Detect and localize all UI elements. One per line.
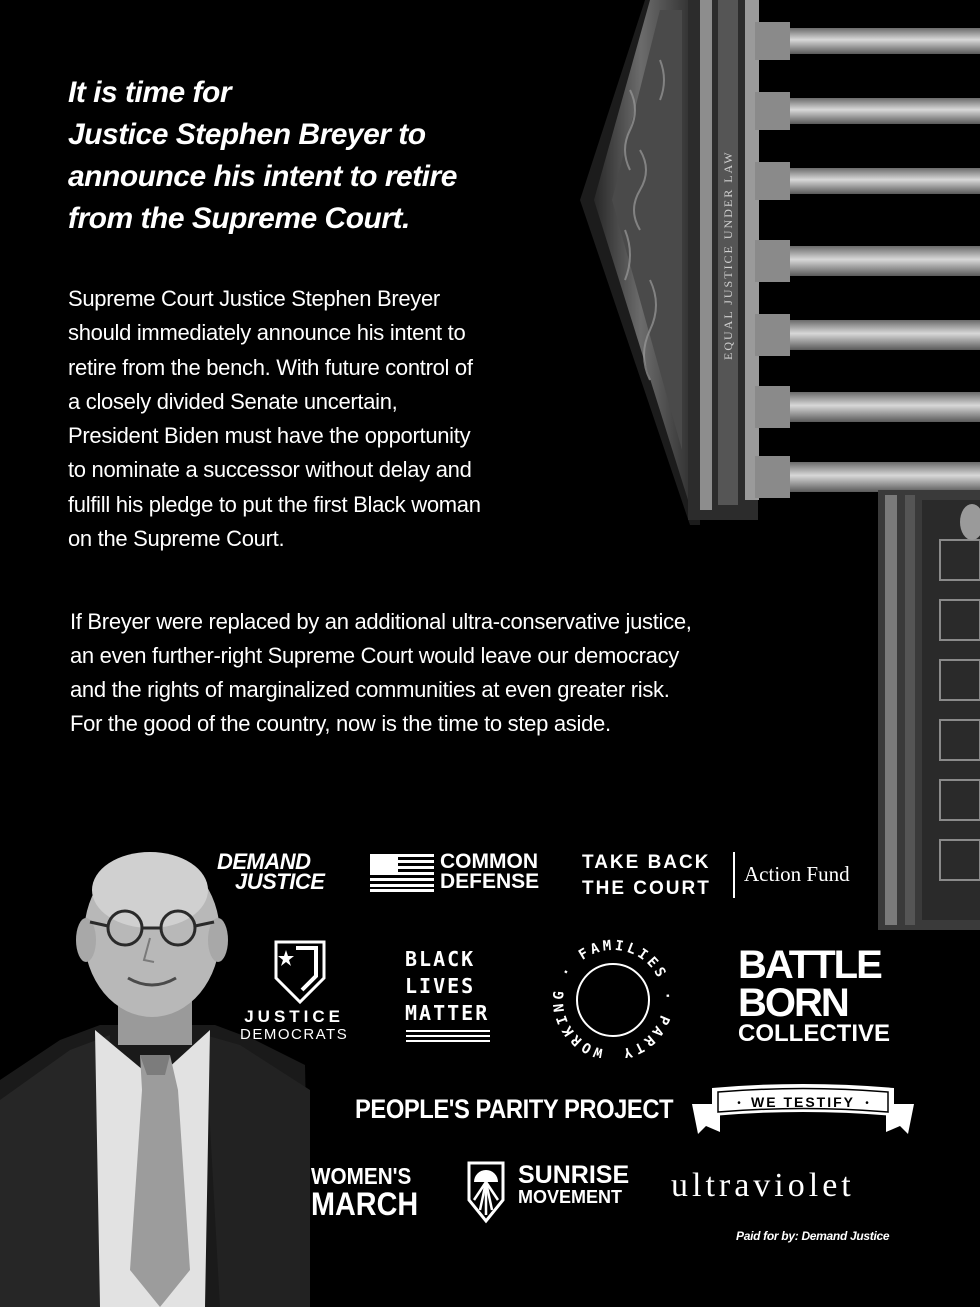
peoples-parity-project-logo: PEOPLE'S PARITY PROJECT	[355, 1094, 674, 1124]
paragraph-line: President Biden must have the opportunity	[68, 423, 471, 449]
sunrise-movement-icon	[466, 1160, 506, 1224]
paragraph-line: on the Supreme Court.	[68, 526, 285, 552]
paragraph-line: fulfill his pledge to put the first Black woman	[68, 491, 481, 517]
black-lives-matter-logo	[405, 946, 489, 1027]
paragraph-line: For the good of the country, now is the time to step aside.	[70, 711, 611, 736]
blm-stripes-icon	[406, 1030, 490, 1042]
headline-line: announce his intent to retire	[68, 160, 457, 193]
body-paragraph-2	[70, 605, 870, 741]
take-back-the-court-logo	[582, 850, 711, 902]
justice-breyer-portrait	[0, 850, 310, 1307]
us-flag-icon	[370, 854, 434, 892]
logo-text: MATTER	[405, 1001, 490, 1025]
logo-text: WOMEN'S	[311, 1163, 412, 1189]
logo-text: COMMON	[440, 850, 538, 873]
justice-democrats-icon	[272, 938, 328, 1006]
logo-text: BORN	[738, 981, 848, 1025]
headline	[68, 72, 588, 240]
headline-line: from the Supreme Court.	[68, 202, 410, 235]
logo-text: DEFENSE	[440, 870, 540, 893]
paragraph-line: If Breyer were replaced by an additional ultra-conservative justice,	[70, 609, 692, 634]
action-fund-text: Action Fund	[744, 862, 850, 886]
svg-text:WORKING · FAMILIES · PARTY	[551, 938, 675, 1058]
demand-justice-logo	[217, 849, 325, 894]
battle-born-collective-logo	[738, 943, 891, 1047]
logo-text: MARCH	[311, 1186, 419, 1222]
ultraviolet-logo: ultraviolet	[671, 1167, 855, 1204]
logo-text: DEMAND	[217, 849, 311, 874]
logo-text: WORKING · FAMILIES · PARTY	[550, 938, 676, 1058]
logo-text: THE COURT	[582, 878, 711, 899]
paid-for-disclaimer: Paid for by: Demand Justice	[736, 1229, 890, 1243]
working-families-party-logo	[548, 938, 678, 1058]
building-inscription: EQUAL JUSTICE UNDER LAW	[721, 150, 735, 360]
logo-text: WE TESTIFY	[751, 1094, 855, 1110]
logo-text: COLLECTIVE	[738, 1020, 891, 1047]
logo-text: BATTLE	[738, 943, 881, 987]
sunrise-movement-logo	[518, 1161, 630, 1208]
paragraph-line: a closely divided Senate uncertain,	[68, 388, 398, 414]
paragraph-line: and the rights of marginalized communities at even greater risk.	[70, 677, 670, 702]
logo-text: LIVES	[405, 974, 476, 998]
logo-text: MOVEMENT	[518, 1187, 623, 1207]
logo-text: JUSTICE	[244, 1007, 345, 1026]
logo-text: SUNRISE	[518, 1161, 630, 1189]
we-testify-logo	[692, 1082, 914, 1138]
body-paragraph-1	[68, 282, 588, 556]
justice-democrats-logo	[240, 1008, 348, 1044]
svg-text:•: •	[865, 1098, 869, 1109]
paragraph-line: to nominate a successor without delay and	[68, 457, 472, 483]
logo-divider	[733, 852, 735, 898]
logo-text: TAKE BACK	[582, 852, 711, 873]
logo-text: JUSTICE	[235, 869, 325, 894]
logo-text: BLACK	[405, 947, 476, 971]
headline-line: Justice Stephen Breyer to	[68, 118, 426, 151]
paragraph-line: an even further-right Supreme Court would leave our democracy	[70, 643, 680, 668]
common-defense-logo	[440, 852, 539, 892]
svg-text:•: •	[737, 1098, 741, 1109]
womens-march-logo	[311, 1162, 419, 1222]
headline-line: It is time for	[68, 76, 232, 109]
paragraph-line: retire from the bench. With future control of	[68, 354, 473, 380]
logo-text: DEMOCRATS	[240, 1026, 349, 1043]
paragraph-line: should immediately announce his intent to	[68, 320, 466, 346]
paragraph-line: Supreme Court Justice Stephen Breyer	[68, 286, 440, 311]
